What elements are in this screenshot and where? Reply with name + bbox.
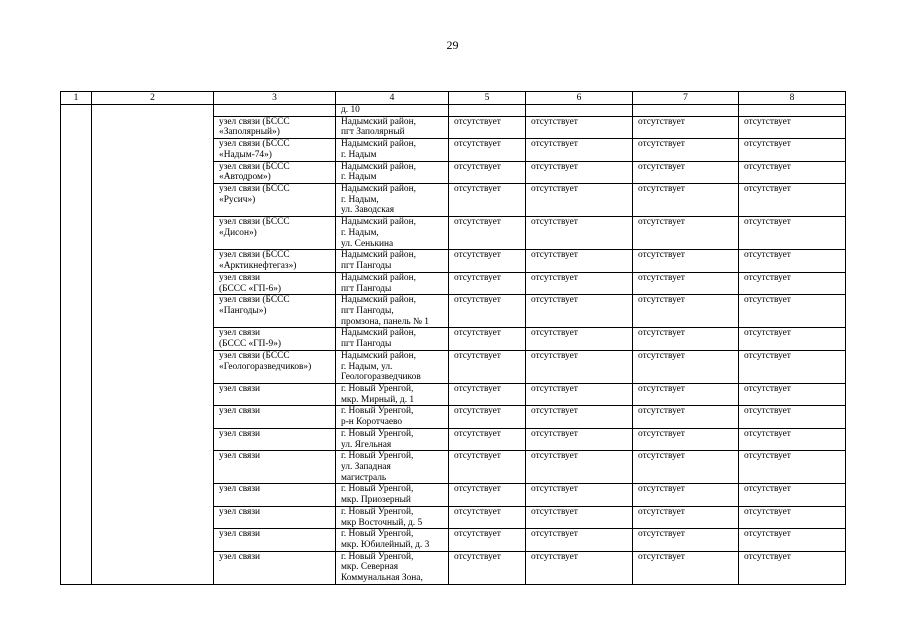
status-cell	[739, 529, 846, 551]
cell-line: мкр Восточный, д. 5	[341, 517, 423, 528]
status-text: отсутствует	[744, 217, 791, 228]
name-cell	[214, 161, 336, 183]
status-text: отсутствует	[454, 328, 501, 339]
address-cell	[336, 161, 449, 183]
status-text: отсутствует	[638, 506, 685, 517]
status-text: отсутствует	[744, 161, 791, 172]
status-text: отсутствует	[454, 250, 501, 261]
status-text: отсутствует	[744, 139, 791, 150]
cell-line: г. Новый Уренгой,	[341, 383, 414, 394]
status-cell	[739, 406, 846, 428]
cell-line: «Надым-74»)	[219, 149, 272, 160]
status-cell	[633, 184, 739, 217]
status-cell	[739, 350, 846, 383]
cell-line: г. Надым, ул.	[341, 361, 393, 372]
status-text: отсутствует	[638, 328, 685, 339]
status-text: отсутствует	[454, 506, 501, 517]
status-cell	[739, 328, 846, 350]
status-text: отсутствует	[744, 116, 791, 127]
cell-line: г. Новый Уренгой,	[341, 428, 414, 439]
cell-line: узел связи	[219, 529, 261, 540]
status-text: отсутствует	[454, 406, 501, 417]
address-cell	[336, 272, 449, 294]
status-cell	[526, 484, 633, 506]
col-7-cell	[633, 105, 739, 117]
status-cell	[526, 217, 633, 250]
status-cell	[526, 506, 633, 528]
status-text: отсутствует	[744, 451, 791, 462]
status-text: отсутствует	[638, 350, 685, 361]
status-text: отсутствует	[531, 250, 578, 261]
status-cell	[449, 406, 526, 428]
cell-line: г. Новый Уренгой,	[341, 551, 414, 562]
address-cell	[336, 529, 449, 551]
status-cell	[633, 506, 739, 528]
name-cell	[214, 217, 336, 250]
col-6-cell	[526, 105, 633, 117]
status-cell	[526, 529, 633, 551]
status-text: отсутствует	[454, 295, 501, 306]
address-cell	[336, 250, 449, 272]
cell-line: ул. Заводская	[341, 205, 395, 216]
status-text: отсутствует	[531, 506, 578, 517]
status-cell	[526, 250, 633, 272]
status-text: отсутствует	[531, 350, 578, 361]
cell-line: Надымский район,	[341, 217, 416, 228]
address-cell	[336, 105, 449, 117]
name-cell	[214, 350, 336, 383]
status-cell	[449, 451, 526, 484]
status-text: отсутствует	[638, 529, 685, 540]
cell-line: пгт Заполярный	[341, 127, 405, 138]
address-cell	[336, 184, 449, 217]
status-cell	[526, 350, 633, 383]
header-col-7: 7	[633, 92, 739, 105]
status-text: отсутствует	[454, 217, 501, 228]
name-cell	[214, 139, 336, 161]
status-text: отсутствует	[744, 506, 791, 517]
status-text: отсутствует	[638, 161, 685, 172]
status-cell	[739, 295, 846, 328]
page-number: 29	[446, 38, 459, 52]
header-col-5: 5	[449, 92, 526, 105]
cell-line: узел связи (БССС	[219, 184, 290, 195]
address-cell	[336, 383, 449, 405]
status-cell	[739, 161, 846, 183]
status-text: отсутствует	[454, 383, 501, 394]
status-text: отсутствует	[638, 217, 685, 228]
status-cell	[633, 428, 739, 450]
status-cell	[633, 383, 739, 405]
status-cell	[449, 428, 526, 450]
status-text: отсутствует	[454, 184, 501, 195]
cell-line: узел связи	[219, 484, 261, 495]
status-text: отсутствует	[454, 272, 501, 283]
status-text: отсутствует	[744, 184, 791, 195]
status-cell	[526, 184, 633, 217]
cell-line: пгт Пангоды	[341, 283, 392, 294]
status-text: отсутствует	[531, 428, 578, 439]
continuation-row	[61, 105, 846, 117]
name-cell	[214, 116, 336, 138]
status-cell	[633, 529, 739, 551]
cell-line: промзона, панель № 1	[341, 316, 429, 327]
status-cell	[449, 295, 526, 328]
status-cell	[449, 116, 526, 138]
status-text: отсутствует	[454, 451, 501, 462]
cell-line: ул. Западная	[341, 462, 391, 472]
cell-line: узел связи (БССС	[219, 161, 290, 172]
status-text: отсутствует	[531, 328, 578, 339]
address-cell	[336, 350, 449, 383]
status-text: отсутствует	[744, 428, 791, 439]
status-cell	[739, 383, 846, 405]
status-cell	[633, 161, 739, 183]
status-text: отсутствует	[454, 529, 501, 540]
cell-line: узел связи	[219, 406, 261, 417]
status-text: отсутствует	[454, 116, 501, 127]
status-text: отсутствует	[531, 383, 578, 394]
cell-line: Надымский район,	[341, 161, 416, 172]
col-5-cell	[449, 105, 526, 117]
status-cell	[526, 272, 633, 294]
status-text: отсутствует	[638, 295, 685, 306]
status-text: отсутствует	[638, 484, 685, 495]
status-text: отсутствует	[454, 428, 501, 439]
name-cell	[214, 551, 336, 584]
status-cell	[449, 350, 526, 383]
cell-line: пгт Пангоды	[341, 339, 392, 350]
cell-line: г. Новый Уренгой,	[341, 484, 414, 495]
status-text: отсутствует	[531, 295, 578, 306]
status-text: отсутствует	[638, 383, 685, 394]
header-col-6: 6	[526, 92, 633, 105]
status-text: отсутствует	[638, 184, 685, 195]
status-text: отсутствует	[638, 250, 685, 261]
cell-line: Надымский район,	[341, 116, 416, 127]
status-cell	[739, 451, 846, 484]
cell-line: узел связи (БССС	[219, 217, 290, 228]
status-text: отсутствует	[531, 139, 578, 150]
cell-line: узел связи	[219, 506, 261, 517]
status-cell	[633, 328, 739, 350]
address-cell	[336, 484, 449, 506]
address-cell	[336, 406, 449, 428]
status-cell	[739, 551, 846, 584]
status-text: отсутствует	[454, 484, 501, 495]
status-cell	[449, 551, 526, 584]
status-cell	[633, 295, 739, 328]
status-text: отсутствует	[744, 295, 791, 306]
name-cell	[214, 484, 336, 506]
status-cell	[449, 484, 526, 506]
status-text: отсутствует	[531, 272, 578, 283]
status-cell	[449, 184, 526, 217]
header-col-3: 3	[214, 92, 336, 105]
cell-line: магистраль	[341, 472, 387, 483]
status-text: отсутствует	[744, 272, 791, 283]
cell-line: (БССС «ГП-6»)	[219, 283, 282, 294]
status-text: отсутствует	[638, 551, 685, 562]
status-text: отсутствует	[638, 116, 685, 127]
status-cell	[526, 451, 633, 484]
status-cell	[526, 295, 633, 328]
cell-line: узел связи	[219, 451, 261, 462]
status-cell	[526, 428, 633, 450]
cell-line: Геологоразведчиков	[341, 372, 421, 383]
status-cell	[449, 139, 526, 161]
status-text: отсутствует	[531, 529, 578, 540]
document-table	[60, 91, 846, 585]
status-cell	[739, 484, 846, 506]
name-cell	[214, 105, 336, 117]
cell-line: пгт Пангоды	[341, 261, 392, 272]
status-text: отсутствует	[744, 250, 791, 261]
cell-line: узел связи (БССС	[219, 350, 290, 361]
status-cell	[633, 272, 739, 294]
status-text: отсутствует	[744, 328, 791, 339]
name-cell	[214, 184, 336, 217]
status-text: отсутствует	[638, 428, 685, 439]
cell-line: узел связи (БССС	[219, 250, 290, 261]
name-cell	[214, 451, 336, 484]
col-2-cell	[92, 105, 214, 585]
status-cell	[526, 383, 633, 405]
cell-line: узел связи	[219, 551, 261, 562]
name-cell	[214, 383, 336, 405]
status-cell	[449, 217, 526, 250]
status-text: отсутствует	[638, 406, 685, 417]
name-cell	[214, 529, 336, 551]
header-row	[61, 92, 846, 105]
cell-line: мкр. Приозерный	[341, 495, 411, 506]
cell-line: г. Новый Уренгой,	[341, 406, 414, 417]
status-text: отсутствует	[531, 217, 578, 228]
cell-line: узел связи	[219, 383, 261, 394]
status-cell	[633, 406, 739, 428]
cell-line: мкр. Юбилейный, д. 3	[341, 540, 430, 551]
status-cell	[526, 328, 633, 350]
name-cell	[214, 428, 336, 450]
cell-line: г. Надым	[341, 149, 377, 160]
cell-line: узел связи (БССС	[219, 116, 290, 127]
status-cell	[739, 139, 846, 161]
status-text: отсутствует	[744, 529, 791, 540]
header-col-2: 2	[92, 92, 214, 105]
cell-line: мкр. Мирный, д. 1	[341, 394, 415, 405]
address-cell	[336, 506, 449, 528]
status-text: отсутствует	[638, 451, 685, 462]
status-cell	[526, 551, 633, 584]
status-text: отсутствует	[744, 551, 791, 562]
cell-line: узел связи	[219, 428, 261, 439]
cell-line: Надымский район,	[341, 328, 416, 339]
cell-line: «Геологоразведчиков»)	[219, 361, 312, 372]
address-cell	[336, 451, 449, 484]
status-cell	[739, 428, 846, 450]
cell-line: г. Новый Уренгой,	[341, 451, 414, 462]
status-cell	[739, 250, 846, 272]
cell-line: г. Надым	[341, 172, 377, 183]
cell-line: узел связи (БССС	[219, 295, 290, 306]
status-text: отсутствует	[744, 406, 791, 417]
name-cell	[214, 506, 336, 528]
address-cell	[336, 551, 449, 584]
status-cell	[633, 451, 739, 484]
col-8-cell	[739, 105, 846, 117]
status-cell	[739, 506, 846, 528]
status-text: отсутствует	[531, 116, 578, 127]
cell-line: «Заполярный»)	[219, 127, 280, 138]
status-cell	[739, 184, 846, 217]
name-cell	[214, 250, 336, 272]
status-cell	[449, 506, 526, 528]
status-cell	[739, 272, 846, 294]
status-cell	[449, 383, 526, 405]
status-cell	[526, 139, 633, 161]
status-text: отсутствует	[531, 406, 578, 417]
cell-line: г. Новый Уренгой,	[341, 506, 414, 517]
cell-line: «Автодром»)	[219, 172, 271, 183]
status-cell	[449, 250, 526, 272]
cell-line: узел связи	[219, 328, 261, 339]
name-cell	[214, 406, 336, 428]
cell-line: «Русич»)	[219, 194, 256, 205]
status-cell	[633, 484, 739, 506]
status-cell	[633, 551, 739, 584]
status-text: отсутствует	[531, 184, 578, 195]
cell-line: (БССС «ГП-9»)	[219, 339, 282, 350]
status-text: отсутствует	[638, 139, 685, 150]
status-text: отсутствует	[531, 484, 578, 495]
status-cell	[449, 161, 526, 183]
header-col-8: 8	[739, 92, 846, 105]
header-col-4: 4	[336, 92, 449, 105]
header-col-1: 1	[61, 92, 92, 105]
address-cell	[336, 328, 449, 350]
cell-line: ул. Сенькина	[341, 238, 394, 249]
address-cell	[336, 217, 449, 250]
status-text: отсутствует	[531, 451, 578, 462]
status-cell	[449, 272, 526, 294]
status-cell	[633, 139, 739, 161]
status-cell	[449, 328, 526, 350]
status-text: отсутствует	[638, 272, 685, 283]
cell-line: Надымский район,	[341, 295, 416, 306]
status-cell	[633, 350, 739, 383]
cell-line: р-н Коротчаево	[341, 417, 403, 428]
status-text: отсутствует	[744, 383, 791, 394]
status-text: отсутствует	[454, 139, 501, 150]
cell-line: пгт Пангоды,	[341, 305, 394, 316]
status-text: отсутствует	[744, 484, 791, 495]
cell-line: г. Надым,	[341, 227, 379, 238]
address-cell	[336, 428, 449, 450]
status-cell	[739, 217, 846, 250]
status-cell	[633, 250, 739, 272]
address-cell	[336, 295, 449, 328]
status-cell	[526, 161, 633, 183]
cell-line: узел связи	[219, 272, 261, 283]
status-text: отсутствует	[454, 161, 501, 172]
cell-line: Надымский район,	[341, 139, 416, 150]
col-1-cell	[61, 105, 92, 585]
cell-line: г. Новый Уренгой,	[341, 529, 414, 540]
cell-line: Надымский район,	[341, 250, 416, 261]
cell-line: д. 10	[341, 105, 360, 115]
cell-line: «Дисон»)	[219, 227, 257, 238]
status-cell	[449, 529, 526, 551]
status-text: отсутствует	[454, 350, 501, 361]
cell-line: Надымский район,	[341, 272, 416, 283]
status-text: отсутствует	[454, 551, 501, 562]
cell-line: г. Надым,	[341, 194, 379, 205]
address-cell	[336, 139, 449, 161]
name-cell	[214, 295, 336, 328]
name-cell	[214, 272, 336, 294]
status-cell	[526, 116, 633, 138]
table-body	[61, 105, 846, 585]
cell-line: «Арктикнефтегаз»)	[219, 261, 297, 272]
status-cell	[526, 406, 633, 428]
address-cell	[336, 116, 449, 138]
cell-line: Надымский район,	[341, 350, 416, 361]
status-text: отсутствует	[744, 350, 791, 361]
status-text: отсутствует	[531, 161, 578, 172]
name-cell	[214, 328, 336, 350]
status-cell	[633, 217, 739, 250]
cell-line: Надымский район,	[341, 184, 416, 195]
cell-line: «Пангоды»)	[219, 305, 267, 316]
cell-line: ул. Ягельная	[341, 439, 392, 450]
cell-line: узел связи (БССС	[219, 139, 290, 150]
status-cell	[739, 116, 846, 138]
status-text: отсутствует	[531, 551, 578, 562]
cell-line: мкр. Северная	[341, 562, 399, 573]
cell-line: Коммунальная Зона,	[341, 573, 423, 584]
status-cell	[633, 116, 739, 138]
